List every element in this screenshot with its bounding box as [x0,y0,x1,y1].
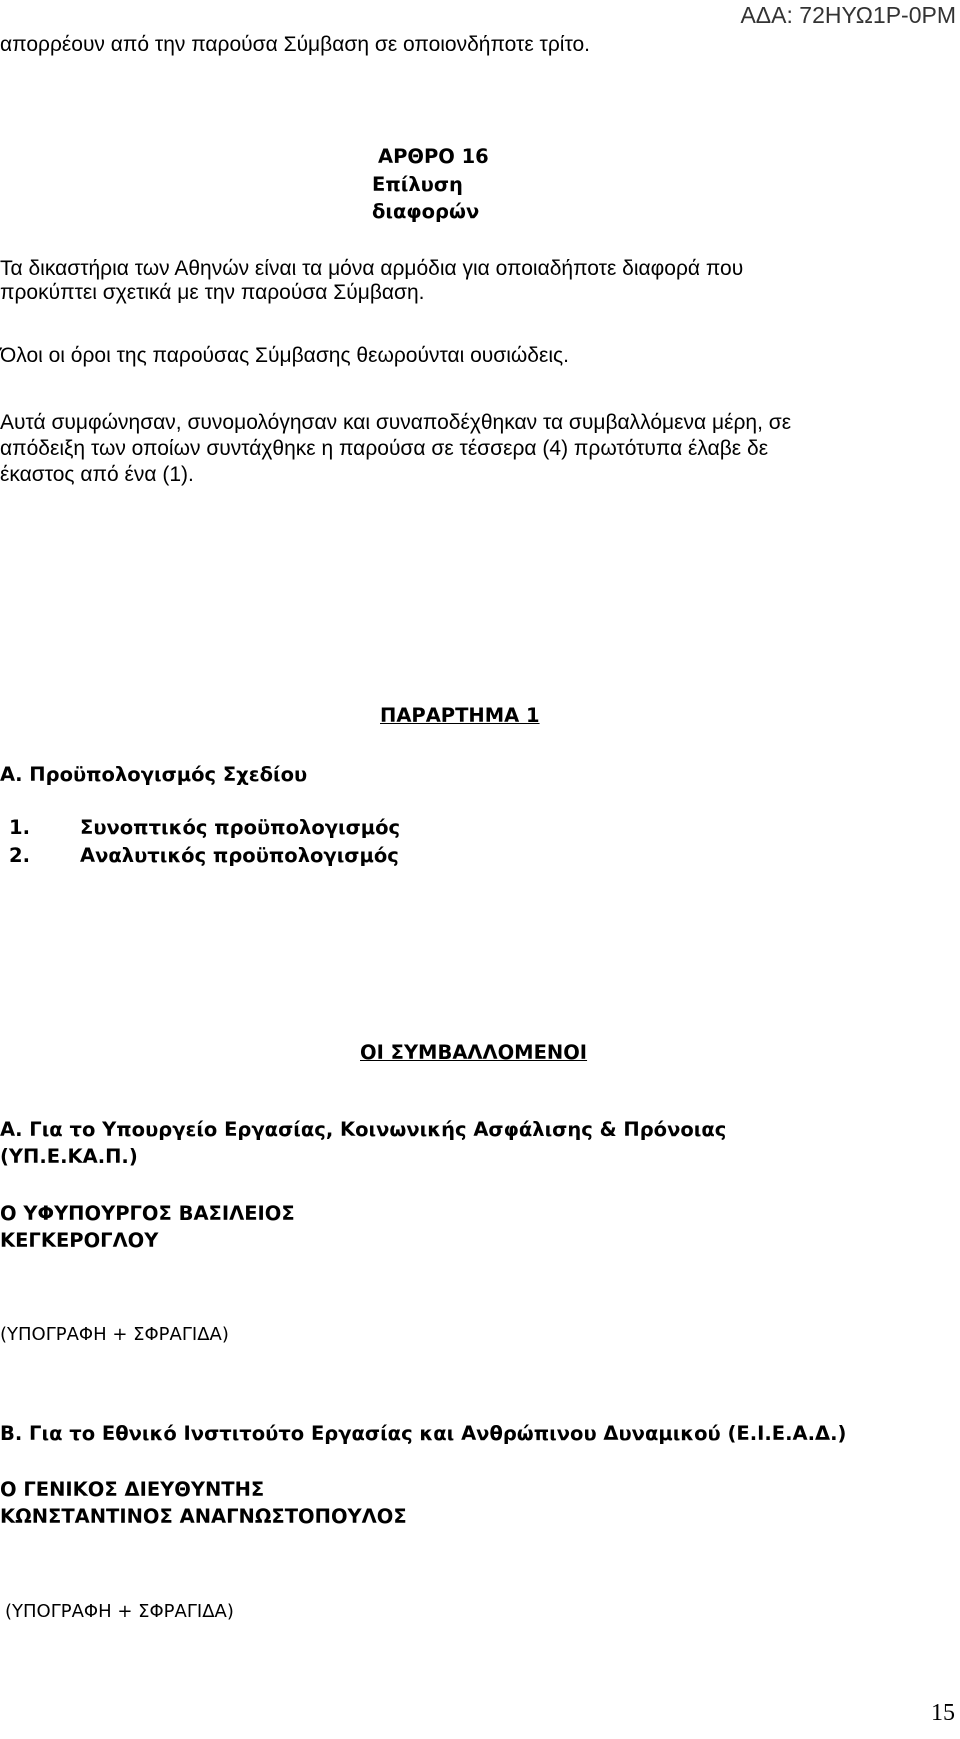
parties-title: ΟΙ ΣΥΜΒΑΛΛΟΜΕΝΟΙ [360,1041,588,1064]
party-a-signature: (ΥΠΟΓΡΑΦΗ + ΣΦΡΑΓΙΔΑ) [0,1324,229,1345]
article-title-line2: διαφορών [372,200,480,223]
page-number: 15 [931,1700,955,1726]
annex-item-num: 1. [9,816,30,839]
ada-header: ΑΔΑ: 72ΗΥΩ1Ρ-0ΡΜ [740,2,956,28]
article-title-line1: Επίλυση [372,173,463,196]
para3-line1: Αυτά συμφώνησαν, συνομολόγησαν και συναποδέχθηκαν τα συμβαλλόμενα μέρη, σε [0,411,792,434]
party-a-line2: (ΥΠ.Ε.ΚΑ.Π.) [0,1145,138,1168]
party-b-signature: (ΥΠΟΓΡΑΦΗ + ΣΦΡΑΓΙΔΑ) [5,1601,234,1622]
annex-item-num: 2. [9,844,30,867]
annex-title: ΠΑΡΑΡΤΗΜΑ 1 [380,704,540,727]
para2: Όλοι οι όροι της παρούσας Σύμβασης θεωρούνται ουσιώδεις. [0,344,569,367]
article-number: ΑΡΘΡΟ 16 [378,145,489,168]
annex-section: Α. Προϋπολογισμός Σχεδίου [0,763,308,786]
annex-item-label: Αναλυτικός προϋπολογισμός [80,844,399,867]
annex-item-label: Συνοπτικός προϋπολογισμός [80,816,401,839]
party-a-line1: Α. Για το Υπουργείο Εργασίας, Κοινωνικής Ασφάλισης & Πρόνοιας [0,1118,727,1141]
para3-line2: απόδειξη των οποίων συντάχθηκε η παρούσα σε τέσσερα (4) πρωτότυπα έλαβε δε [0,437,769,460]
party-b-line1: Β. Για το Εθνικό Ινστιτούτο Εργασίας και Ανθρώπινου Δυναμικού (Ε.Ι.Ε.Α.Δ.) [0,1422,847,1445]
para1-line2: προκύπτει σχετικά με την παρούσα Σύμβαση. [0,281,425,304]
party-b-signer-line1: Ο ΓΕΝΙΚΟΣ ΔΙΕΥΘΥΝΤΗΣ [0,1478,265,1501]
para1-line1: Τα δικαστήρια των Αθηνών είναι τα μόνα αρμόδια για οποιαδήποτε διαφορά που [0,257,744,280]
party-a-signer-line2: ΚΕΓΚΕΡΟΓΛΟΥ [0,1229,159,1252]
party-b-signer-line2: ΚΩΝΣΤΑΝΤΙΝΟΣ ΑΝΑΓΝΩΣΤΟΠΟΥΛΟΣ [0,1505,407,1528]
para3-line3: έκαστος από ένα (1). [0,463,194,486]
continuation-text: απορρέουν από την παρούσα Σύμβαση σε οποιονδήποτε τρίτο. [0,33,590,56]
party-a-signer-line1: Ο ΥΦΥΠΟΥΡΓΟΣ ΒΑΣΙΛΕΙΟΣ [0,1202,295,1225]
